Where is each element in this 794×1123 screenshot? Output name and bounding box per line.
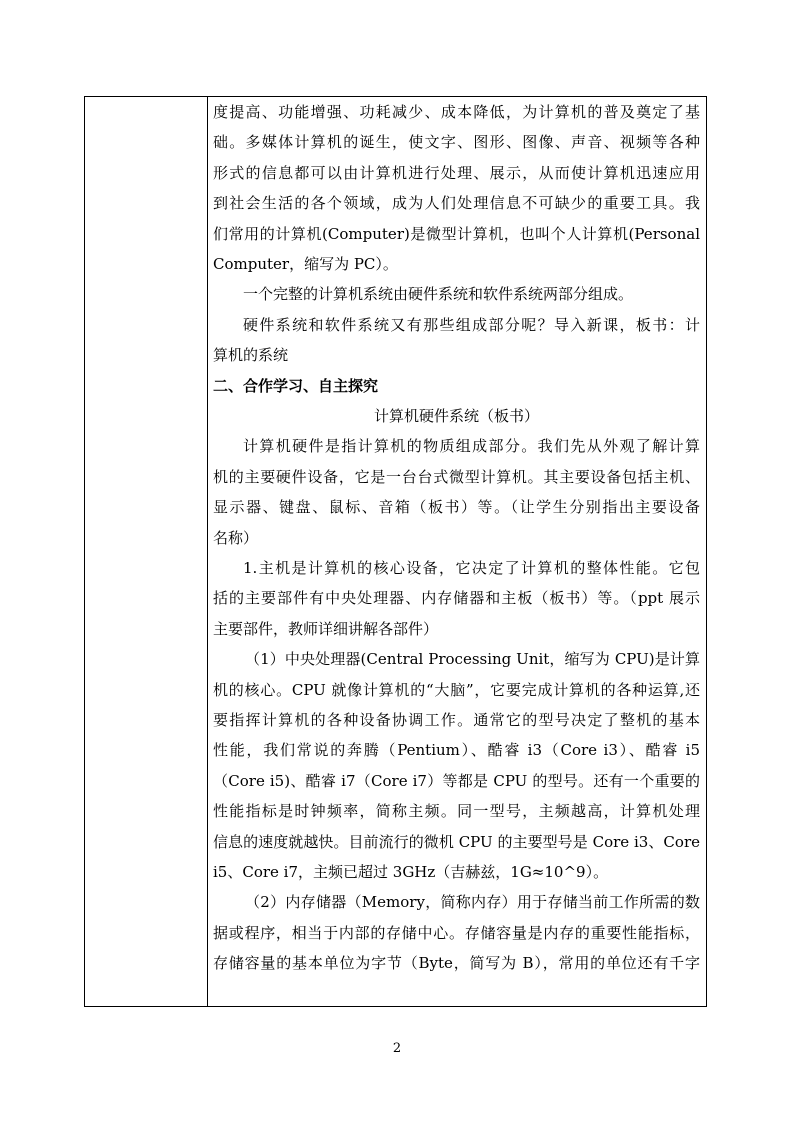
- text-line: 主要部件，教师详细讲解各部件）: [213, 619, 439, 638]
- text-line: 度提高、功能增强、功耗减少、成本降低，为计算机的普及奠定了基: [213, 103, 700, 121]
- text-line: Computer，缩写为 PC）。: [213, 255, 398, 273]
- text-line: 名称）: [213, 528, 259, 547]
- lesson-table: [84, 96, 707, 1007]
- text-line: 机的核心。CPU 就像计算机的“大脑”，它要完成计算机的各种运算,还: [213, 680, 700, 699]
- text-line: 计算机硬件是指计算机的物质组成部分。我们先从外观了解计算: [243, 437, 700, 456]
- text-line: 机的主要硬件设备，它是一台台式微型计算机。其主要设备包括主机、: [213, 467, 700, 486]
- page-number: 2: [392, 1041, 402, 1056]
- text-line: i5、Core i7，主频已超过 3GHz（吉赫兹，1G≈10^9）。: [213, 863, 609, 881]
- section-heading: 二、合作学习、自主探究: [213, 376, 379, 395]
- text-line: 一个完整的计算机系统由硬件系统和软件系统两部分组成。: [243, 285, 634, 304]
- text-line: 硬件系统和软件系统又有那些组成部分呢？导入新课，板书：计: [243, 315, 700, 334]
- left-column-cell: [85, 97, 208, 1006]
- text-line: 算机的系统: [213, 346, 289, 365]
- text-line: （1）中央处理器(Central Processing Unit，缩写为 CPU)是计算: [245, 650, 700, 669]
- text-line: 据或程序，相当于内部的存储中心。存储容量是内存的重要性能指标，: [213, 923, 700, 942]
- text-line: 信息的速度就越快。目前流行的微机 CPU 的主要型号是 Core i3、Core: [213, 832, 700, 851]
- text-line: （Core i5)、酷睿 i7（Core i7）等都是 CPU 的型号。还有一个重要的: [213, 771, 700, 790]
- text-line: 性能，我们常说的奔腾（Pentium）、酷睿 i3（Core i3）、酷睿 i5: [213, 741, 700, 760]
- text-line: 显示器、键盘、鼠标、音箱（板书）等。（让学生分别指出主要设备: [213, 498, 700, 517]
- text-line: 1.主机是计算机的核心设备，它决定了计算机的整体性能。它包: [243, 559, 700, 577]
- text-line: 要指挥计算机的各种设备协调工作。通常它的型号决定了整机的基本: [213, 711, 700, 729]
- text-line: 到社会生活的各个领域，成为人们处理信息不可缺少的重要工具。我: [213, 194, 700, 213]
- text-line: （2）内存储器（Memory，简称内存）用于存储当前工作所需的数: [245, 893, 700, 912]
- text-line: 形式的信息都可以由计算机进行处理、展示，从而使计算机迅速应用: [213, 163, 700, 182]
- text-line: 们常用的计算机(Computer)是微型计算机，也叫个人计算机(Personal: [213, 224, 700, 243]
- text-line: 存储容量的基本单位为字节（Byte，简写为 B），常用的单位还有千字: [213, 954, 700, 973]
- text-line: 础。多媒体计算机的诞生，使文字、图形、图像、声音、视频等各种: [213, 133, 700, 152]
- text-line: 括的主要部件有中央处理器、内存储器和主板（板书）等。（ppt 展示: [213, 589, 700, 608]
- subsection-title: 计算机硬件系统（板书）: [373, 407, 539, 425]
- text-line: 性能指标是时钟频率，简称主频。同一型号，主频越高，计算机处理: [213, 802, 700, 821]
